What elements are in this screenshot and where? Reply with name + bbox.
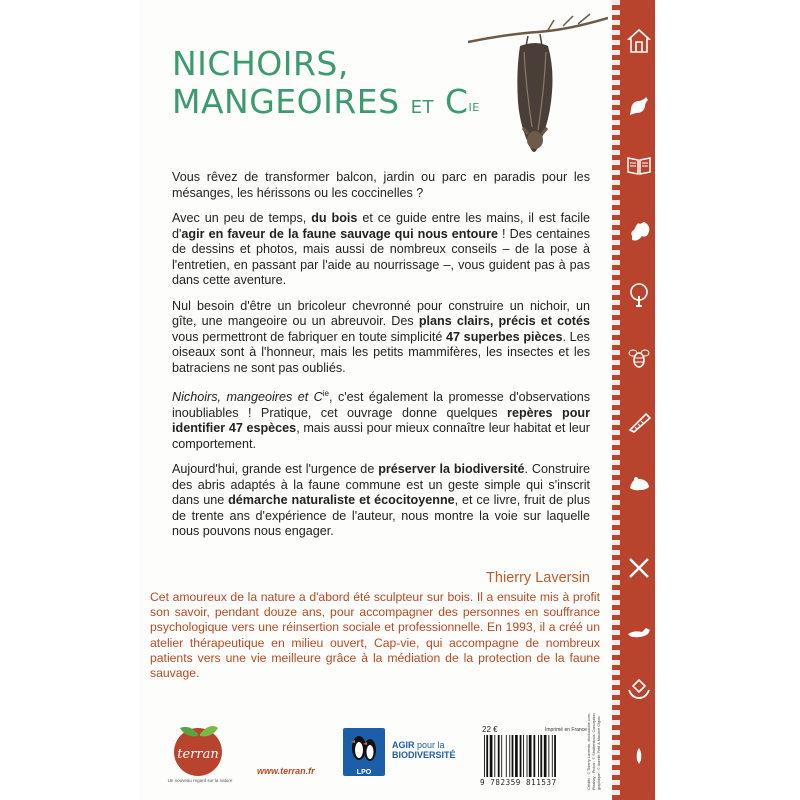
title-line-1: NICHOIRS, <box>172 44 349 83</box>
lpo-label: LPO <box>356 769 372 776</box>
title-et: ET <box>410 97 434 118</box>
book-title <box>172 45 480 127</box>
price: 22 € <box>482 725 498 734</box>
hanging-bat-image <box>468 12 608 162</box>
band-dashes <box>612 0 620 800</box>
terran-logo <box>168 720 226 780</box>
book-icon <box>626 152 652 178</box>
author-bio: Cet amoureux de la nature a d'abord été sculpteur sur bois. Il a ensuite mis à profit son savoir, pendant douze ans, pour accompagner des personnes en souffrance psychologique vers une réinsertion sociale et professionnelle. En 1993, il a créé un atelier thérapeutique en milieu ouvert, Cap-vie, qui accompagne de nombreux patients vers une vie meilleure grâce à la médiation de la protection de la faune sauvage. <box>150 590 600 681</box>
frog-icon <box>626 470 652 496</box>
agir-biodiversite-logo: AGIR pour la BIODIVERSITÉ <box>392 740 456 760</box>
side-band <box>612 0 655 800</box>
paragraph-1: Vous rêvez de transformer balcon, jardin ou parc en paradis pour les mésanges, les hérissons ou les coccinelles ? <box>172 170 590 200</box>
bat-icon <box>626 742 652 768</box>
saw-icon <box>626 408 652 434</box>
barcode <box>482 735 582 780</box>
tree-icon <box>626 282 652 308</box>
paragraph-4: Nichoirs, mangeoires et $C^{ie}$, c'est également la promesse d'observations inoubliables ! Pratique, cet ouvrage donne quelques repères pour identifier 47 espèces, mais aussi pour mieux connaître leur habitat et leur comportement. <box>172 389 591 451</box>
paragraph-3: Nul besoin d'être un bricoleur chevronné pour construire un nichoir, un gîte, une mangeoire ou un abreuvoir. Des plans clairs, précis et cotés vous permettront de fabriquer en toute simplicité 47 superbes pièces. Les oiseaux sont à l'honneur, mais les petits mammifères, les insectes et les batraciens ne sont pas oubliés. <box>172 298 590 375</box>
paragraph-5: Aujourd'hui, grande est l'urgence de préserver la biodiversité. Construire des abris adaptés à la faune commune est un geste simple qui s'inscrit dans une démarche naturaliste et écocitoyenne, et ce livre, fruit de plus de trente ans d'expérience de l'auteur, nous montre la voie sur laquelle nous pouvons nous engager. <box>172 462 590 539</box>
birdhouse-icon <box>626 28 652 54</box>
bee-icon <box>626 345 652 371</box>
printed-in: Imprimé en France <box>545 727 587 733</box>
isbn-number: 9 782359 811537 <box>480 778 557 787</box>
title-line-2 <box>172 83 480 127</box>
paragraph-2: Avec un peu de temps, du bois et ce guide entre les mains, il est facile d'agir en faveur de la faune sauvage qui nous entoure ! Des centaines de dessins et photos, mais aussi de nombreux conseils – de la pose à l'entretien, en passant par l'aide au nourrissage –, vous guident pas à pas dans cette aventure. <box>172 211 590 287</box>
description-text <box>172 170 590 550</box>
publisher-name: terran <box>177 747 219 762</box>
author-name: Thierry Laversin <box>486 570 590 586</box>
title-c: C <box>444 82 469 121</box>
tools-icon <box>626 555 652 581</box>
title-sup: IE <box>468 101 480 114</box>
hands-icon <box>626 676 652 702</box>
publisher-url[interactable]: www.terran.fr <box>257 766 315 776</box>
photo-credits: Crédits : © Thierry Laversin, stockadobe.com, Pixabay - Pictos : © Shutterstock. Conception graphique : © Aurélie Petit & Maxime Gigoix <box>587 712 601 790</box>
publisher-tagline: Un nouveau regard sur la nature <box>167 778 233 783</box>
weasel-icon <box>626 618 652 644</box>
squirrel-icon <box>626 218 652 244</box>
bird-icon <box>626 93 652 119</box>
title-mangeoires: MANGEOIRES <box>172 82 400 121</box>
